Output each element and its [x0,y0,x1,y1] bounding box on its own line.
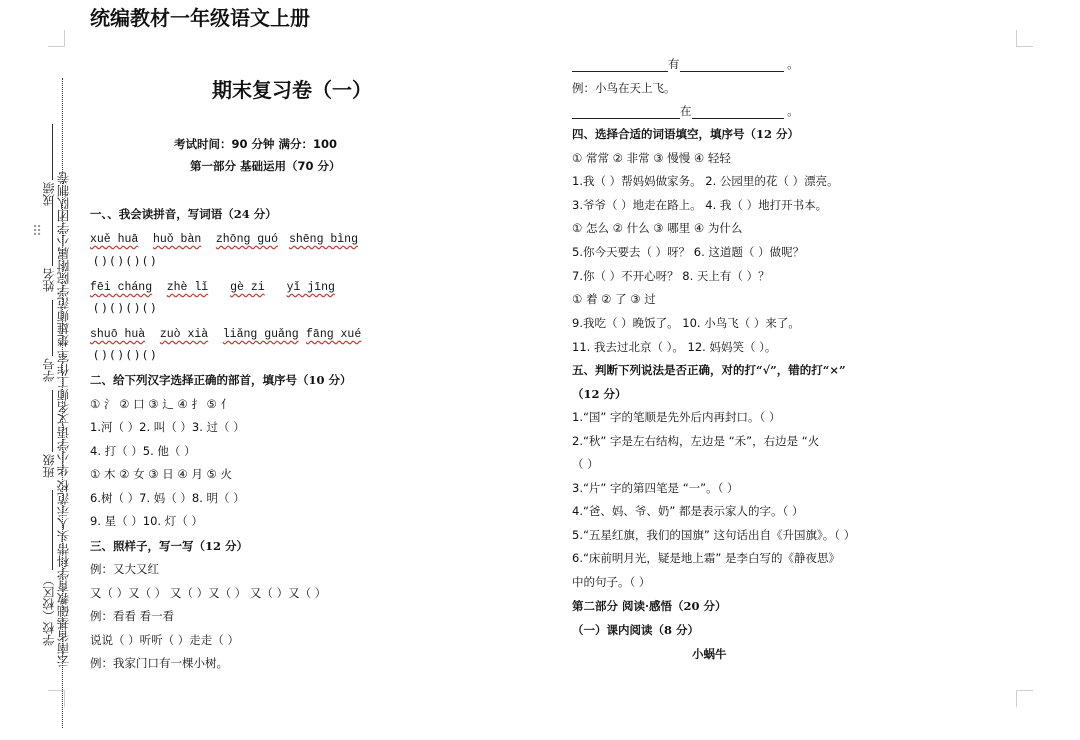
title-line-2: 期末复习卷（一） [212,78,372,102]
question-line: 5.你今天要去（ ）呀？ 6. 这道题（ ）做呢？ [572,245,805,259]
class-label: 班级 [42,454,56,478]
judge-line: 中的句子。（ ） [572,575,651,589]
example-line: 例：又大又红 [90,562,159,576]
class-blank [52,390,53,452]
answer-brackets-row-2: ( ) ( ) ( ) ( ) [94,301,156,315]
pinyin-row-3 [90,325,361,343]
name-label: 姓名 [42,268,56,292]
word-options-2: ① 怎么 ② 什么 ③ 哪里 ④ 为什么 [572,221,743,235]
school-label: 学校（校区） [42,574,56,646]
section-2-heading: 二、给下列汉字选择正确的部首，填序号（10 分） [90,373,352,387]
score-label: 成绩 [42,182,56,206]
drag-handle-icon[interactable]: ⠿ [32,224,41,240]
reading-heading: （一）课内阅读（8 分） [572,623,700,637]
question-line: 1.我（ ）帮妈妈做家务。 2. 公园里的花（ ）漂亮。 [572,174,839,188]
radical-options-1: ① 氵 ② 口 ③ 辶 ④ 扌 ⑤ 亻 [90,397,232,411]
fill-line: 说说（ ）听听（ ）走走（ ） [90,633,239,647]
example-line: 例：看看 看一看 [90,609,175,623]
judge-line: 3.“片” 字的第四笔是 “一”。（ ） [572,481,739,495]
question-line: 4. 打（ ）5. 他（ ） [90,444,196,458]
fill-end: 。 [787,104,799,118]
id-label: 学号 [42,358,56,382]
exam-info: 考试时间：90 分钟 满分：100 [174,137,338,151]
reading-title: 小蜗牛 [692,647,727,661]
example-line: 例：我家门口有一棵小树。 [90,656,228,670]
blank [572,106,680,119]
part-one-heading: 第一部分 基础运用（70 分） [190,159,341,173]
crop-mark-top-right [1016,30,1033,47]
crop-mark-bottom-right [1016,690,1033,707]
pinyin-word: liǎng guǎng [222,328,299,341]
pinyin-word: yǐ jīng [286,281,335,294]
school-name: 云南省基础教育学科带头人示范校 华小学语文名师工作室 楚雄师范学院附属小学团队制卷 [56,172,71,668]
pinyin-row-2 [90,278,335,296]
pinyin-row-1 [90,230,358,248]
question-line: 7.你（ ）不开心呀？ 8. 天上有（ ）？ [572,269,770,283]
question-line: 1.河（ ）2. 叫（ ）3. 过（ ） [90,420,245,434]
score-blank [52,124,53,180]
pinyin-word: xuě huā [90,233,139,246]
id-blank [52,300,53,356]
title-line-1: 统编教材一年级语文上册 [90,6,310,30]
example-line: 例：小鸟在天上飞。 [572,81,676,95]
pinyin-word: huǒ bàn [152,233,202,246]
pinyin-word: zhè lǐ [166,281,209,294]
fill-word: 有 [668,57,680,71]
judge-line: 4.“爸、妈、爷、奶” 都是表示家人的字。（ ） [572,504,804,518]
question-line: 11. 我去过北京（ ）。 12. 妈妈笑（ ）。 [572,340,777,354]
fill-word: 在 [680,104,692,118]
section-3-heading: 三、照样子，写一写（12 分） [90,539,249,553]
section-5-score: （12 分） [572,387,627,401]
pinyin-word: gè zi [230,281,265,294]
section-5-heading: 五、判断下列说法是否正确，对的打“√”，错的打“×” [572,363,846,377]
fill-sentence-zai [572,103,799,119]
pinyin-word: fāng xué [306,328,362,341]
fill-end: 。 [787,57,799,71]
fill-sentence-you [572,56,799,72]
answer-brackets-row-3: ( ) ( ) ( ) ( ) [94,348,156,362]
school-blank [52,490,53,570]
word-options-3: ① 着 ② 了 ③ 过 [572,292,656,306]
judge-line: （ ） [572,457,599,471]
word-options-1: ① 常常 ② 非常 ③ 慢慢 ④ 轻轻 [572,151,731,165]
name-blank [52,196,53,266]
question-line: 9. 星（ ）10. 灯（ ） [90,514,203,528]
judge-line: 1.“国” 字的笔顺是先外后内再封口。（ ） [572,410,781,424]
judge-line: 2.“秋” 字是左右结构，左边是 “禾”，右边是 “火 [572,434,820,448]
crop-mark-top-left [48,30,65,47]
judge-line: 5.“五星红旗，我们的国旗” 这句话出自《升国旗》。（ ） [572,528,856,542]
pinyin-word: zuò xià [159,328,209,341]
pinyin-word: zhōng guó [215,233,278,246]
pinyin-word: fēi cháng [90,281,153,294]
answer-brackets-row-1: ( ) ( ) ( ) ( ) [94,254,156,268]
question-line: 3.爷爷（ ）地走在路上。 4. 我（ ）地打开书本。 [572,198,828,212]
blank [680,59,784,72]
judge-line: 6.“床前明月光，疑是地上霜” 是李白写的《静夜思》 [572,551,841,565]
pinyin-word: shēng bìng [288,233,358,246]
blank [692,106,784,119]
question-line: 9.我吃（ ）晚饭了。 10. 小鸟飞（ ）来了。 [572,316,800,330]
pinyin-word: shuō huà [90,328,146,341]
part-two-heading: 第二部分 阅读·感悟（20 分） [572,599,727,613]
radical-options-2: ① 木 ② 女 ③ 日 ④ 月 ⑤ 火 [90,467,232,481]
section-1-heading: 一、、我会读拼音，写词语（24 分） [90,207,277,221]
blank [572,59,668,72]
question-line: 6.树（ ）7. 妈（ ）8. 明（ ） [90,491,245,505]
section-4-heading: 四、选择合适的词语填空，填序号（12 分） [572,127,800,141]
fill-line: 又（ ）又（ ） 又（ ）又（ ） 又（ ）又（ ） [90,586,327,600]
